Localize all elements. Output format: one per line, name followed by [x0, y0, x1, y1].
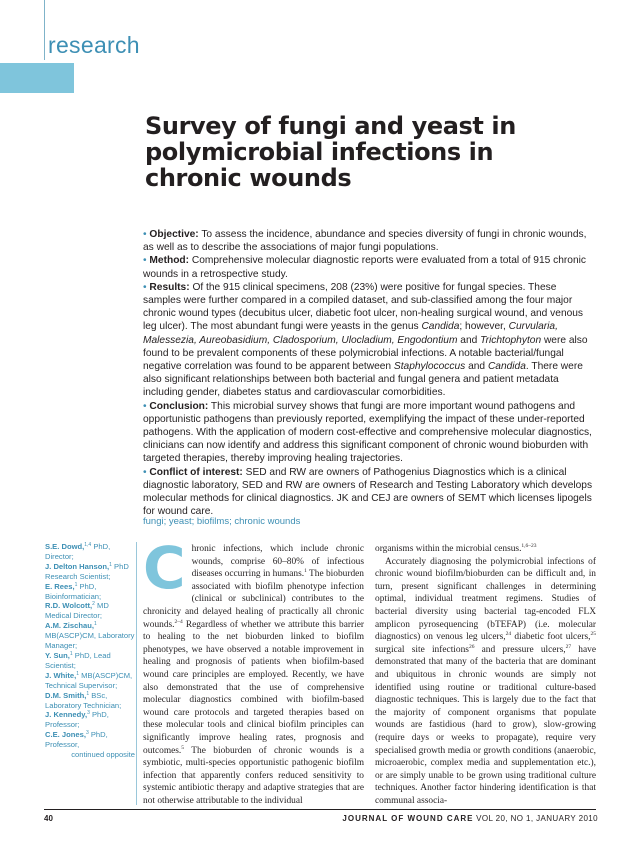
keywords: fungi; yeast; biofilms; chronic wounds — [143, 516, 301, 527]
author-affiliation: 3 — [85, 730, 89, 737]
journal-issue: VOL 20, NO 1, JANUARY 2010 — [473, 814, 598, 823]
abstract — [143, 228, 597, 518]
author-name: D.M. Smith, — [45, 690, 87, 700]
results-text: ; however, — [459, 321, 509, 333]
author-affiliation: 3 — [87, 710, 90, 717]
citation: 27 — [565, 643, 572, 650]
author-affiliation: 1 — [93, 621, 97, 628]
conflict-text: SED and RW are owners of Pathogenius Diagnostics which is a clinical diagnostic laboratory, SED and RW are owners of Research and Testing Laboratory which develops molecular methods for clinical diagnostics. JK and CEJ are owners of SEMT which licenses lipogels for wound care. — [143, 466, 593, 518]
body-text: organisms within the microbial census. — [375, 544, 522, 554]
citation: 1 — [304, 568, 307, 575]
author-name: Y. Sun, — [45, 650, 70, 660]
author-entry — [45, 651, 135, 671]
body-text: hronic infections, which include chronic wounds, comprise 60–80% of infectious diseases occurring in humans. — [191, 544, 364, 580]
author-name: C.E. Jones, — [45, 730, 86, 740]
results-text: and — [457, 334, 481, 346]
author-name: J. Kennedy, — [45, 710, 88, 720]
author-entry — [45, 582, 135, 602]
section-label: research — [48, 32, 140, 58]
author-entry — [45, 691, 135, 711]
results-text: . There were also significant relationships between both bacterial and fungal genera and patient metadata including gender, diabetes status and cardiovascular comorbidities. — [143, 361, 583, 399]
method-text: Comprehensive molecular diagnostic reports were evaluated from a total of 915 chronic wounds in a retrospective study. — [143, 255, 586, 280]
objective-text: To assess the incidence, abundance and species diversity of fungi in chronic wounds, as well as to describe the associations of major fungi populations. — [143, 229, 587, 254]
body-paragraph — [143, 534, 364, 807]
article-title: Survey of fungi and yeast in polymicrobial infections in chronic wounds — [145, 112, 516, 192]
continued-note: continued opposite — [71, 750, 135, 760]
body-paragraph — [375, 556, 596, 808]
body-column-2 — [375, 543, 596, 807]
author-name: J. Delton Hanson, — [45, 561, 110, 571]
author-name: A.M. Zischau, — [45, 621, 94, 631]
author-entry — [45, 671, 135, 691]
abstract-conflict — [143, 466, 597, 519]
author-name: E. Rees, — [45, 581, 75, 591]
citation: 2–4 — [174, 618, 183, 625]
citation: 26 — [468, 643, 475, 650]
author-affiliation: 1 — [69, 650, 73, 657]
results-text: and — [465, 361, 488, 373]
author-role: PhD, Professor; — [45, 710, 109, 730]
author-entry — [45, 710, 135, 730]
bullet-icon: • — [143, 400, 147, 412]
author-affiliation: 1 — [86, 690, 90, 697]
results-genus: Candida — [487, 361, 526, 373]
body-text: Accurately diagnosing the polymicrobial infections of chronic wound biofilm/bioburden can be difficult and, in turn, present significant challenges in determining optimal, individual treatment regimens. Studies of bacterial diversity using bacterial tag-encoded FLX amplicon pyrosequencing (bTEFAP) (i.e. molecular diagnostics) on venous leg ulcers, — [375, 556, 596, 643]
conclusion-text: This microbial survey shows that fungi are more important wound pathogens and opportunistic pathogens than previously reported, exemplifying the impact of these under-reported pathogens. With the application of modern cost-effective and comprehensive molecular diagnostics, clinicians can now identify and address this significant component of chronic wound bioburden with targeted therapies, thereby improving healing trajectories. — [143, 400, 592, 465]
body-text: surgical site infections — [375, 644, 469, 655]
author-name: R.D. Wolcott, — [45, 601, 93, 611]
author-role: MB(ASCP)CM, Laboratory Manager; — [45, 631, 135, 651]
author-name: S.E. Dowd, — [45, 542, 85, 551]
author-role: MD Medical Director; — [45, 601, 109, 621]
author-affiliation: 1,4 — [84, 542, 92, 548]
abstract-objective — [143, 228, 597, 254]
author-entry — [45, 621, 135, 651]
section-color-block — [0, 63, 74, 93]
body-paragraph — [375, 543, 596, 556]
bullet-icon: • — [143, 281, 147, 293]
bullet-icon: • — [143, 255, 147, 267]
author-affiliation: 1 — [76, 670, 80, 677]
body-text: The bioburden of chronic wounds is a symbiotic, multi-species opportunistic pathogenic biofilm infection that apparently confers reduced sensitivity to systemic antibiotic therapy and adaptive strategies that are not otherwise attributable to the individual — [143, 745, 364, 806]
page-number: 40 — [44, 814, 53, 823]
author-list — [45, 542, 135, 760]
author-name: J. White, — [45, 670, 77, 680]
author-affiliation: 1 — [74, 581, 78, 588]
results-text: were also found to be prevalent components of these polymicrobial infections. A notable bacterial/fungal negative correlation was found to be apparent between — [143, 334, 588, 373]
author-role: PhD, Director; — [45, 542, 111, 561]
citation: 24 — [505, 631, 512, 638]
author-entry — [45, 562, 135, 582]
body-text: Regardless of whether we attribute this barrier to healing to the net bioburden linked to biofilm phenotypes, we have observed a notable improvement in healing and prognosis of patients when biofilm-based wound care principles are employed. Recently, we have also demonstrated that the use of comprehensive molecular diagnostics combined with biofilm-based wound care protocols and targeted therapies based on these molecular tools and clinical biofilm principles can significantly improve healing rates, prognosis and outcomes. — [143, 619, 364, 756]
author-role: PhD, Professor, — [45, 730, 108, 750]
journal-footer — [342, 814, 598, 823]
body-column-1 — [143, 534, 364, 807]
author-entry — [45, 730, 135, 750]
author-role: PhD, Bioinformatician; — [45, 581, 102, 601]
abstract-results — [143, 281, 597, 400]
objective-label: Objective: — [149, 229, 199, 240]
author-entry — [45, 601, 135, 621]
citation: 25 — [590, 631, 596, 638]
journal-name: JOURNAL OF WOUND CARE — [342, 814, 474, 823]
bullet-icon: • — [143, 466, 147, 478]
author-entry — [45, 542, 135, 562]
abstract-conclusion — [143, 400, 597, 466]
author-affiliation: 1 — [109, 561, 112, 568]
author-role: PhD Research Scientist; — [45, 561, 129, 581]
results-genus: Curvularia, Malessezia, Aureobasidium, Cladosporium, Ulocladium, Engodontium — [143, 321, 558, 346]
results-text: Of the 915 clinical specimens, 208 (23%) were positive for fungal species. These samples were further compared in a compiled dataset, and sub-classified among the four major chronic wound types (decubitus ulcer, diabetic foot ulcer, non-healing surgical wound, and venous leg ulcer). The most abundant fungi were yeasts in the genus — [143, 281, 584, 333]
body-text: The bioburden associated with biofilm phenotype infection (clinical or subclinical) contributes to the chronicity and delayed healing of practically all chronic wounds. — [143, 569, 364, 630]
results-genus: Candida — [421, 321, 460, 333]
drop-cap: C — [143, 534, 186, 602]
conclusion-label: Conclusion: — [149, 400, 209, 412]
author-role: PhD, Lead Scientist; — [45, 650, 111, 670]
author-affiliation: 2 — [92, 601, 95, 608]
results-label: Results: — [149, 281, 190, 293]
body-text: diabetic foot ulcers, — [511, 632, 591, 643]
citation: 1,6–23 — [521, 543, 537, 549]
body-text: and pressure ulcers, — [474, 644, 566, 655]
body-text: have demonstrated that many of the bacteria that are dominant and ubiquitous in chronic wounds are simply not identified using routine or traditional culture-based diagnostic techniques. This is largely due to the fact that the majority of component organisms that populate wounds are fastidious (hard to grow), slow-growing (require days or weeks to propagate), require very specialised growth media or growth conditions (anaerobic, microaerobic, complex media and supplementation etc.), or are simply unable to be grown using traditional culture techniques. Another factor hindering identification is that communal associa- — [375, 644, 597, 806]
conflict-label: Conflict of interest: — [149, 466, 243, 478]
author-role: MB(ASCP)CM, Technical Supervisor; — [45, 670, 133, 690]
abstract-method — [143, 254, 597, 280]
results-genus: Trichtophyton — [480, 334, 542, 346]
results-genus: Staphylococcus — [393, 361, 466, 373]
bullet-icon: • — [143, 229, 147, 240]
header-rule — [44, 0, 45, 60]
footer-rule — [44, 809, 596, 810]
method-label: Method: — [149, 255, 190, 267]
author-role: BSc, Laboratory Technician; — [45, 690, 122, 710]
column-divider — [136, 542, 137, 805]
citation: 5 — [181, 744, 185, 751]
